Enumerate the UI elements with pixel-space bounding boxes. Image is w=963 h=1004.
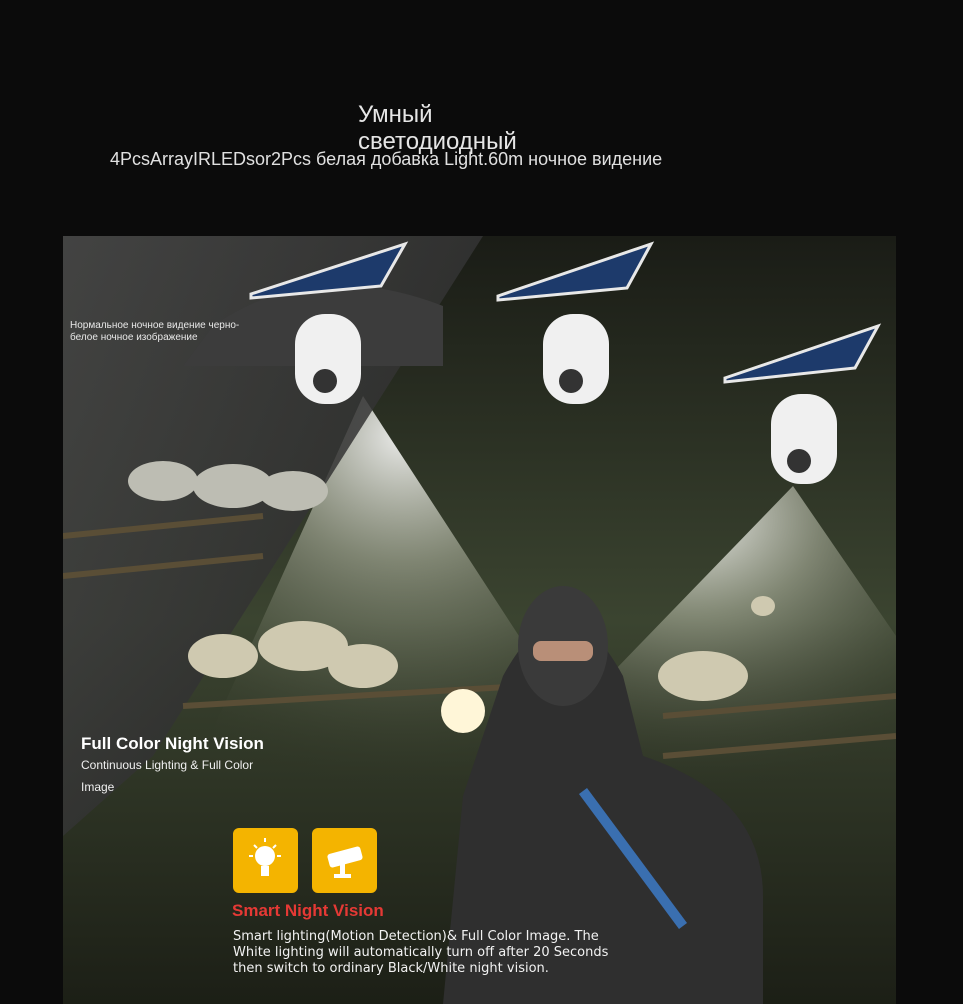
night-scene-illustration — [63, 236, 896, 1004]
bw-night-vision-label: Нормальное ночное видение черно-белое ночное изображение — [70, 320, 240, 343]
page-title-line1: Умный — [358, 101, 433, 128]
page-subtitle: 4PcsArrayIRLEDsor2Pcs белая добавка Light.60m ночное видение — [110, 149, 663, 169]
full-color-desc: Continuous Lighting & Full Color Image — [81, 758, 254, 794]
security-camera-icon — [312, 828, 377, 893]
smart-night-vision-desc: Smart lighting(Motion Detection)& Full Color Image. The White lighting will automatically turn off after 20 Seconds then switch to ordinary Black/White night vision. — [233, 929, 609, 976]
full-color-title: Full Color Night Vision — [81, 734, 264, 753]
light-bulb-icon — [233, 828, 298, 893]
page-title-line2: светодиодный — [358, 128, 517, 155]
smart-night-vision-title: Smart Night Vision — [232, 901, 384, 920]
product-photo — [63, 236, 896, 1004]
